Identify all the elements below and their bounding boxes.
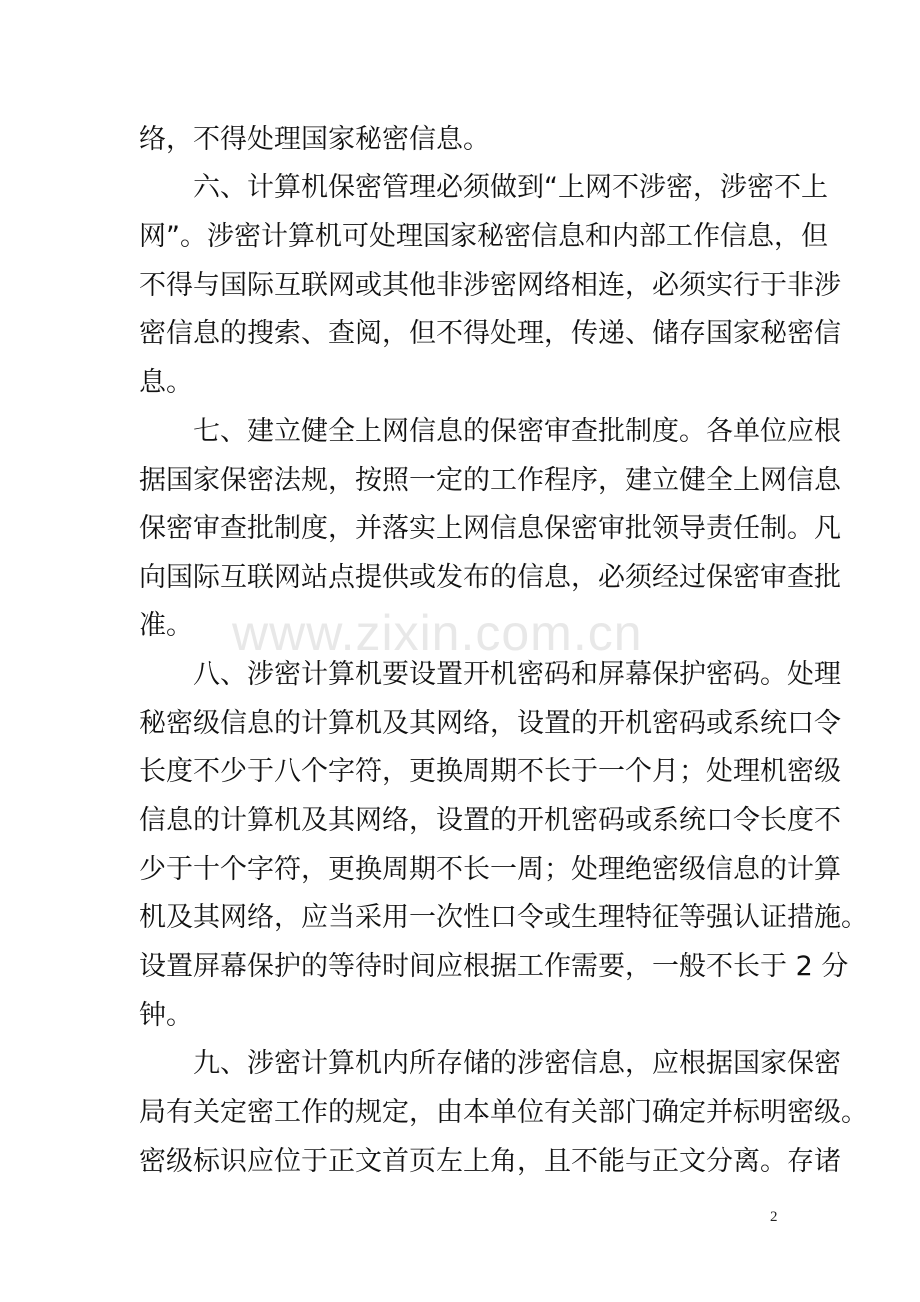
text-line: 准。 <box>139 610 193 641</box>
text-line: 向国际互联网站点提供或发布的信息，必须经过保密审查批 <box>139 562 841 593</box>
text-line: 密级标识应位于正文首页左上角，且不能与正文分离。存诸 <box>139 1146 841 1177</box>
text-line: 钟。 <box>139 1000 193 1031</box>
text-line: 密信息的搜索、查阅，但不得处理，传递、储存国家秘密信 <box>139 318 841 349</box>
text-line: 七、建立健全上网信息的保密审查批制度。各单位应根 <box>139 416 841 447</box>
text-line: 络，不得处理国家秘密信息。 <box>139 124 490 155</box>
text-line: 八、涉密计算机要设置开机密码和屏幕保护密码。处理 <box>139 659 841 690</box>
text-line: 长度不少于八个字符，更换周期不长于一个月；处理机密级 <box>139 756 841 787</box>
text-line: 不得与国际互联网或其他非涉密网络相连，必须实行于非涉 <box>139 270 841 301</box>
text-line: 据国家保密法规，按照一定的工作程序，建立健全上网信息 <box>139 465 841 496</box>
text-line: 少于十个字符，更换周期不长一周；处理绝密级信息的计算 <box>139 854 841 885</box>
text-line: 机及其网络，应当采用一次性口令或生理特征等强认证措施。 <box>139 902 868 933</box>
page-number: 2 <box>770 1209 778 1225</box>
text-line: 设置屏幕保护的等待时间应根据工作需要，一般不长于 2 分 <box>139 951 849 982</box>
text-line: 保密审查批制度，并落实上网信息保密审批领导责任制。凡 <box>139 513 841 544</box>
text-line: 息。 <box>139 367 193 398</box>
text-line: 信息的计算机及其网络，设置的开机密码或系统口令长度不 <box>139 805 841 836</box>
text-line: 局有关定密工作的规定，由本单位有关部门确定并标明密级。 <box>139 1097 868 1128</box>
watermark: www.zixin.com.cn <box>232 605 643 661</box>
text-line: 秘密级信息的计算机及其网络，设置的开机密码或系统口令 <box>139 708 841 739</box>
text-line: 网”。涉密计算机可处理国家秘密信息和内部工作信息，但 <box>139 221 828 252</box>
text-line: 九、涉密计算机内所存储的涉密信息，应根据国家保密 <box>139 1048 841 1079</box>
text-line: 六、计算机保密管理必须做到“上网不涉密，涉密不上 <box>139 172 828 203</box>
